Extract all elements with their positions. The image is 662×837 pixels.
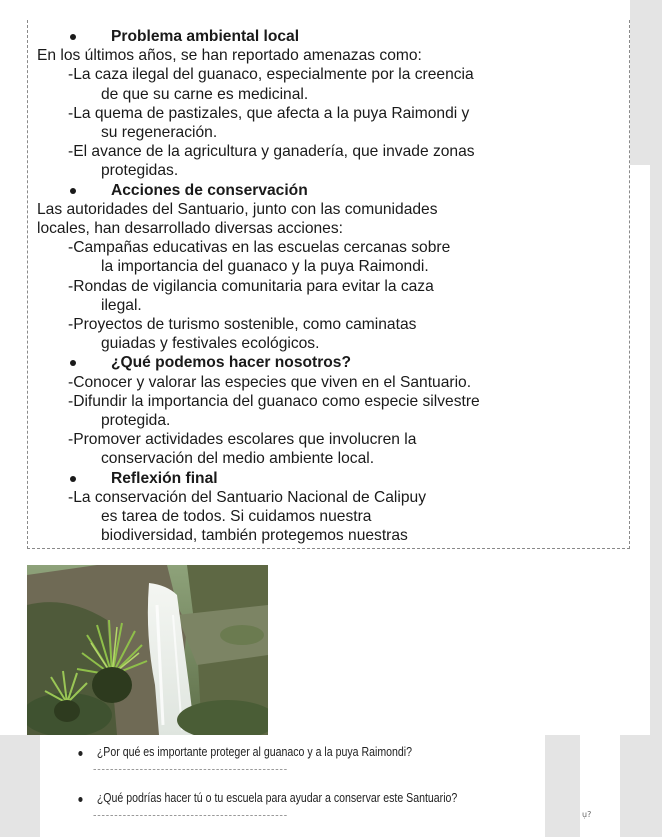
text-box[interactable] <box>27 20 630 549</box>
list-item-line: protegida. <box>101 412 171 430</box>
document-text <box>37 27 627 545</box>
photo-waterfall-puya-raimondi <box>27 565 268 735</box>
paragraph-line: Las autoridades del Santuario, junto con las comunidades <box>37 200 438 218</box>
list-item-line: -Promover actividades escolares que involucren la <box>68 431 417 449</box>
list-item-line: guiadas y festivales ecológicos. <box>101 335 320 353</box>
question-text: ¿Qué podrías hacer tú o tu escuela para ayudar a conservar este Santuario? <box>96 791 458 805</box>
list-item-line: -Proyectos de turismo sostenible, como caminatas <box>68 316 417 334</box>
paragraph-line: En los últimos años, se han reportado amenazas como: <box>37 47 422 65</box>
answer-line[interactable] <box>93 769 286 770</box>
section-heading: Problema ambiental local <box>37 27 627 46</box>
list-item-line: es tarea de todos. Si cuidamos nuestra <box>101 508 372 526</box>
page-background-patch <box>580 735 620 837</box>
page-background-strip <box>630 165 650 735</box>
list-item-line: -La caza ilegal del guanaco, especialmente por la creencia <box>68 66 474 84</box>
list-item-line: protegidas. <box>101 162 179 180</box>
question-item <box>75 745 470 791</box>
section-heading: ¿Qué podemos hacer nosotros? <box>37 353 627 372</box>
answer-line[interactable] <box>93 815 286 816</box>
list-item-line: su regeneración. <box>101 124 218 142</box>
list-item-line: la importancia del guanaco y la puya Raimondi. <box>101 258 429 276</box>
list-item-line: de que su carne es medicinal. <box>101 85 309 103</box>
waterfall-puya-raimondi-photo <box>27 565 268 735</box>
list-item-line: -Difundir la importancia del guanaco como especie silvestre <box>68 392 480 410</box>
list-item-line: -Conocer y valorar las especies que viven en el Santuario. <box>68 373 472 391</box>
section-heading: Acciones de conservación <box>37 181 627 200</box>
list-item-line: -La conservación del Santuario Nacional de Calipuy <box>68 488 427 506</box>
list-item-line: biodiversidad, también protegemos nuestras <box>101 527 408 545</box>
question-text: ¿Por qué es importante proteger al guanaco y a la puya Raimondi? <box>96 745 413 759</box>
section-heading: Reflexión final <box>37 469 627 488</box>
list-item-line: -Campañas educativas en las escuelas cercanas sobre <box>68 239 451 257</box>
list-item-line: conservación del medio ambiente local. <box>101 450 375 468</box>
list-item-line: -La quema de pastizales, que afecta a la puya Raimondi y <box>68 104 470 122</box>
questions-list <box>75 745 470 837</box>
list-item-line: -El avance de la agricultura y ganadería, que invade zonas <box>68 143 475 161</box>
paragraph-line: locales, han desarrollado diversas acciones: <box>37 220 343 238</box>
list-item-line: ilegal. <box>101 296 142 314</box>
list-item-line: -Rondas de vigilancia comunitaria para evitar la caza <box>68 277 434 295</box>
corner-mark: ụ? <box>582 810 592 819</box>
question-item <box>75 791 470 837</box>
